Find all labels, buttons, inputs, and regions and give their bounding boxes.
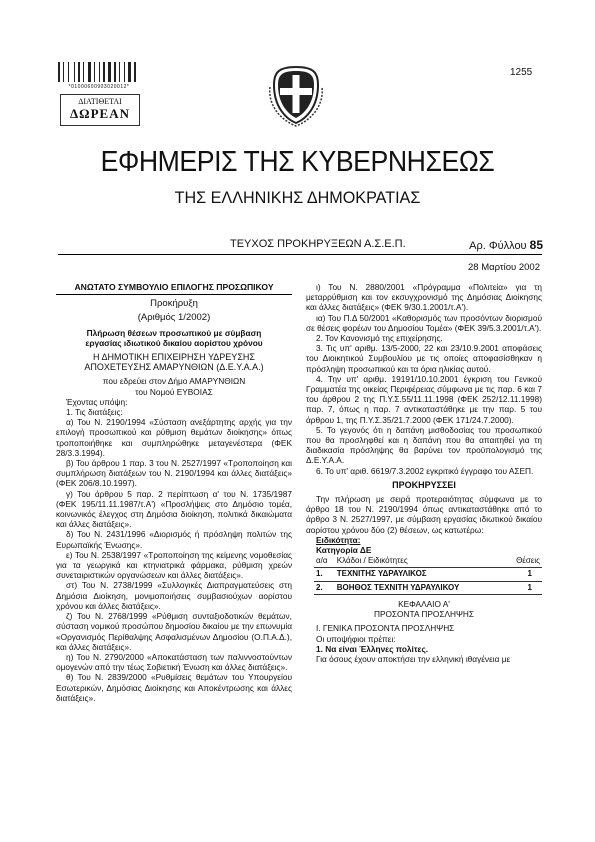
clause-th: θ) Του Ν. 2839/2000 «Ρυθμίσεις θεμάτων του Υπουργείου Εσωτερικών, Δημόσιας Διοίκησης και Αποκέντρωσης και άλλες διατάξεις». — [56, 672, 292, 703]
page-number: 1255 — [510, 67, 533, 78]
free-distribution-stamp — [60, 94, 140, 126]
stamp-line-2: ΔΩΡΕΑΝ — [70, 106, 130, 121]
barcode-number: *01000600903020012* — [68, 84, 130, 90]
notice-heading: Προκήρυξη — [150, 298, 198, 310]
row-positions: 1 — [505, 581, 542, 594]
paragraph-4: 4. Την υπ' αριθμ. 19191/10.10.2001 έγκριση του Γενικού Γραμματέα της οικείας Περιφέρειας σύμφωνα με τις παρ. 6 και 7 του άρθρου 2 της Π.Υ.Σ.55/11.11.1998 (ΦΕΚ 252/12.11.1998) παρ. 7, όπως η παρ. 7 αντικαταστάθηκε με την παρ. 5 του άρθρου 1, της Π.Υ.Σ.35/21.7.2000 (ΦΕΚ 171/24.7.2000). — [306, 373, 542, 425]
row-specialty: ΤΕΧΝΙΤΗΣ ΥΔΡΑΥΛΙΚΟΣ — [335, 568, 505, 581]
sheet-number: Αρ. Φύλλου 85 — [469, 238, 543, 252]
row-positions: 1 — [505, 568, 542, 581]
chapter-title: ΠΡΟΣΟΝΤΑ ΠΡΟΣΛΗΨΗΣ — [373, 609, 475, 620]
stamp-line-1: ΔΙΑΤΙΘΕΤΑΙ — [78, 97, 122, 106]
paragraph-5: 5. Το γεγονός ότι η δαπάνη μισθοδοσίας του προσωπικού που θα προσληφθεί και η δαπάνη που θα απαιτηθεί για τη διαδικασία πρόσληψης θα βαρύνει τον προϋπολογισμό της Δ.Ε.Υ.Α.Α. — [306, 424, 542, 466]
clause-z: ζ) Του Ν. 2768/1999 «Ρύθμιση συνταξιοδοτικών θεμάτων, σύσταση νομικού προσώπου δημοσίου δικαίου με την επωνυμία «Οργανισμός Περίθαλψης Ασφαλισμένων Δημοσίου (Ο.Π.Α.Δ.), και άλλες διατάξεις». — [56, 611, 292, 652]
left-column — [56, 282, 292, 703]
table-row — [314, 581, 542, 594]
paragraph-1: 1. Τις διατάξεις: — [66, 407, 123, 418]
right-column — [306, 282, 542, 664]
notice-number: (Αριθμός 1/2002) — [137, 312, 211, 324]
notice-subject-2: εργασίας ιδιωτικού δικαίου αορίστου χρόνου — [85, 337, 263, 348]
header-divider — [58, 254, 542, 255]
specialties-label: Ειδικότητα: — [316, 534, 361, 545]
clause-e: ε) Του Ν. 2538/1997 «Τροποποίηση της κείμενης νομοθεσίας για τα γεωργικά και κτηνιατρικά φάρμακα, ρύθμιση χρεών συνεταιριστικών οργανώσεων και άλλες διατάξεις». — [56, 549, 292, 581]
clause-c: γ) Του άρθρου 5 παρ. 2 περίπτωση α' του Ν. 1735/1987 (ΦΕΚ 195/11.11.1987/τ.Α') «Προσλήψεις στο Δημόσιο τομέα, κοινωνικός έλεγχος στη Δημόσια διοίκηση, πολιτικά δικαιώματα και άλλες διατάξεις». — [56, 488, 292, 530]
issuing-body-1: Η ΔΗΜΟΤΙΚΗ ΕΠΙΧΕΙΡΗΣΗ ΥΔΡΕΥΣΗΣ — [93, 352, 255, 363]
gazette-subtitle: ΤΗΣ ΕΛΛΗΝΙΚΗΣ ΔΗΜΟΚΡΑΤΙΑΣ — [174, 188, 421, 207]
chapter-number: ΚΕΦΑΛΑΙΟ Α' — [398, 598, 450, 609]
clause-h: η) Του Ν. 2790/2000 «Αποκατάσταση των παλιννοστούντων ομογενών από την τέως Σοβιετική Ένωση και άλλες διατάξεις». — [56, 651, 292, 673]
body-seat-1: που εδρεύει στον Δήμο ΑΜΑΡΥΝΘΙΩΝ — [102, 376, 246, 387]
row-no: 1. — [314, 568, 335, 581]
paragraph-2: 2. Τον Κανονισμό της επιχείρησης. — [316, 333, 443, 344]
row-specialty: ΒΟΗΘΟΣ ΤΕΧΝΙΤΗ ΥΔΡΑΥΛΙΚΟΥ — [335, 581, 505, 594]
clause-ia: ια) Του Π.Δ 50/2001 «Καθορισμός των προσόντων διορισμού σε θέσεις φορέων του Δημοσίου Τομέα» (ΦΕΚ 39/5.3.2001/τ.Α'). — [306, 312, 542, 333]
requirement-1: 1. Να είναι Έλληνες πολίτες. — [316, 643, 429, 654]
greek-coat-of-arms-icon — [268, 63, 324, 127]
notice-subject-1: Πλήρωση θέσεων προσωπικού με σύμβαση — [86, 327, 262, 338]
requirement-1-text: Για όσους έχουν αποκτήσει την ελληνική ιθαγένεια με — [316, 653, 511, 664]
clause-b: β) Του άρθρου 1 παρ. 3 του Ν. 2527/1997 «Τροποποίηση και συμπλήρωση διατάξεων του Ν. 2190/1994 και άλλες διατάξεις» (ΦΕΚ 206/8.10.1997). — [56, 458, 292, 489]
body-seat-2: του Νομού ΕΥΒΟΙΑΣ — [135, 386, 213, 397]
issue-label: ΤΕΥΧΟΣ ΠΡΟΚΗΡΥΞΕΩΝ Α.Σ.Ε.Π. — [230, 238, 406, 250]
clause-i: ι) Του Ν. 2880/2001 «Πρόγραμμα «Πολιτεία» για τη μεταρρύθμιση και τον εκσυγχρονισμό της Δημόσιας Διοίκησης και άλλες διατάξεις» (ΦΕΚ 9/30.1.2001/τ.Α'). — [306, 282, 542, 313]
section-heading: Ι. ΓΕΝΙΚΑ ΠΡΟΣΟΝΤΑ ΠΡΟΣΛΗΨΗΣ — [316, 623, 455, 634]
clause-st: στ) Του Ν. 2738/1999 «Συλλογικές Διαπραγματεύσεις στη Δημόσια Διοίκηση, μονιμοποιήσεις συμβασιούχων αορίστου χρόνου και άλλες διατάξεις». — [56, 580, 292, 611]
issue-date: 28 Μαρτίου 2002 — [468, 262, 540, 273]
col-header-specialty: Κλάδοι / Ειδικότητες — [335, 555, 505, 568]
positions-table — [314, 555, 542, 595]
considering-label: Έχοντας υπόψη: — [66, 396, 128, 407]
barcode — [58, 62, 140, 82]
table-row — [314, 568, 542, 581]
table-header-row — [314, 555, 542, 568]
announcement-intro: Την πλήρωση με σειρά προτεραιότητας σύμφωνα με το άρθρο 18 του Ν. 2190/1994 όπως αντικαταστάθηκε από το άρθρο 3 Ν. 2527/1997, με σύμβαση εργασίας ιδιωτικού δικαίου αορίστου χρόνου δύο (2) θέσεων, ως κατωτέρω: — [306, 494, 542, 535]
row-no: 2. — [314, 581, 335, 594]
clause-a: α) Του Ν. 2190/1994 «Σύσταση ανεξάρτητης αρχής για την επιλογή προσωπικού και ρύθμιση θεμάτων διοίκησης» όπως τροποποιήθηκε και συμπληρώθηκε μεταγενέστερα (ΦΕΚ 28/3.3.1994). — [56, 417, 292, 458]
category-label: Κατηγορία ΔΕ — [316, 545, 372, 556]
gazette-title: ΕΦΗΜΕΡΙΣ ΤΗΣ ΚΥΒΕΡΝΗΣΕΩΣ — [100, 146, 495, 178]
col-header-no: α/α — [314, 555, 335, 568]
requirements-intro: Οι υποψήφιοι πρέπει: — [316, 633, 396, 644]
announcement-heading: ΠΡΟΚΗΡΥΣΣΕΙ — [392, 479, 456, 490]
paragraph-3: 3. Τις υπ' αριθμ. 13/5-2000, 22 και 23/10.9.2001 αποφάσεις του Διοικητικού Συμβουλίου με τις οποίες αποφασίσθηκαν η πρόσληψη προσωπικού και τα όρια ηλικίας αυτού. — [306, 343, 542, 374]
issuing-body-2: ΑΠΟΧΕΤΕΥΣΗΣ ΑΜΑΡΥΝΘΙΩΝ (Δ.Ε.Υ.Α.Α.) — [84, 362, 264, 373]
col-header-positions: Θέσεις — [505, 555, 542, 568]
organization-heading: ΑΝΩΤΑΤΟ ΣΥΜΒΟΥΛΙΟ ΕΠΙΛΟΓΗΣ ΠΡΟΣΩΠΙΚΟΥ — [56, 282, 292, 295]
paragraph-6: 6. Το υπ' αριθ. 6619/7.3.2002 εγκριτικό έγγραφο του ΑΣΕΠ. — [316, 465, 534, 476]
clause-d: δ) Του Ν. 2431/1996 «Διορισμός ή πρόσληψη πολιτών της Ευρωπαϊκής Ένωσης». — [56, 529, 292, 550]
